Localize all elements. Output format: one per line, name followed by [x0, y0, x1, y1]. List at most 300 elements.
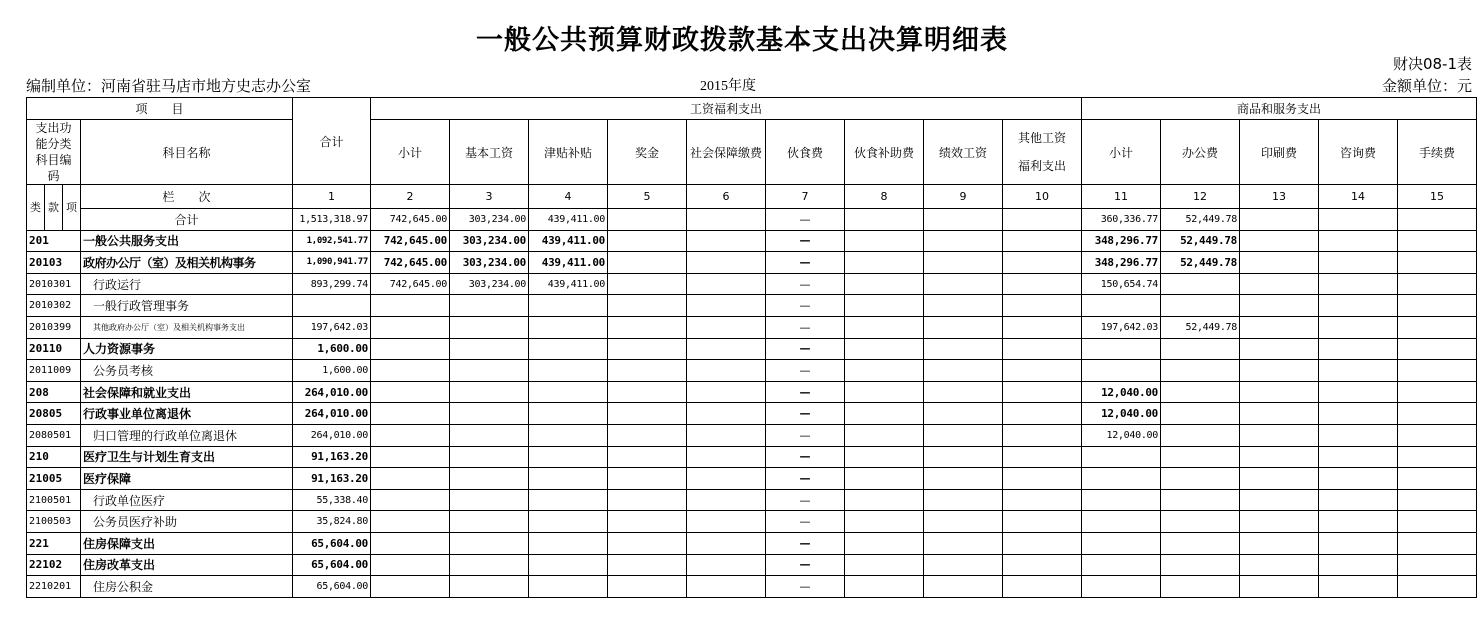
cell-empty — [924, 209, 1003, 231]
col-header: 印刷费 — [1240, 120, 1319, 185]
col-header: 咨询费 — [1319, 120, 1398, 185]
cell-empty — [608, 295, 687, 317]
cell-v2 — [371, 338, 450, 360]
cell-v2 — [371, 511, 450, 533]
table-row — [27, 424, 1477, 446]
cell-v2 — [371, 489, 450, 511]
cell-empty — [924, 468, 1003, 490]
cell-total: 264,010.00 — [293, 381, 371, 403]
cell-v3 — [450, 424, 529, 446]
budget-table — [26, 97, 1477, 598]
cell-total: 1,090,941.77 — [293, 252, 371, 274]
cell-code: 2100501 — [27, 489, 81, 511]
col-header: 伙食补助费 — [845, 120, 924, 185]
cell-v11 — [1082, 532, 1161, 554]
cell-empty — [924, 511, 1003, 533]
cell-empty — [1003, 554, 1082, 576]
cell-empty — [1319, 511, 1398, 533]
cell-empty — [687, 403, 766, 425]
col-header: 津贴补贴 — [529, 120, 608, 185]
cell-empty — [687, 209, 766, 231]
cell-v3 — [450, 489, 529, 511]
cell-total: 197,642.03 — [293, 316, 371, 338]
cell-empty — [687, 511, 766, 533]
cell-empty — [1003, 295, 1082, 317]
cell-total: 1,600.00 — [293, 360, 371, 382]
col-number: 13 — [1240, 185, 1319, 209]
cell-v11: 12,040.00 — [1082, 403, 1161, 425]
cell-v12 — [1161, 273, 1240, 295]
cell-empty — [608, 489, 687, 511]
cell-empty — [1240, 381, 1319, 403]
cell-total: 264,010.00 — [293, 424, 371, 446]
goods-group-header: 商品和服务支出 — [1082, 98, 1477, 120]
table-row — [27, 511, 1477, 533]
lei-header: 类 — [27, 185, 45, 231]
col-header: 小计 — [371, 120, 450, 185]
cell-v2 — [371, 381, 450, 403]
cell-empty — [1319, 230, 1398, 252]
cell-empty — [608, 360, 687, 382]
cell-code: 210 — [27, 446, 81, 468]
cell-empty — [687, 338, 766, 360]
cell-code: 21005 — [27, 468, 81, 490]
cell-v7: — — [766, 209, 845, 231]
cell-name: 行政事业单位离退休 — [81, 403, 293, 425]
cell-empty — [1240, 576, 1319, 598]
table-row — [27, 468, 1477, 490]
cell-v7: — — [766, 295, 845, 317]
cell-v7: — — [766, 511, 845, 533]
cell-empty — [1240, 489, 1319, 511]
cell-v3 — [450, 468, 529, 490]
table-row — [27, 381, 1477, 403]
cell-empty — [845, 338, 924, 360]
cell-empty — [1319, 273, 1398, 295]
cell-v4 — [529, 316, 608, 338]
cell-name: 行政运行 — [81, 273, 293, 295]
cell-v3: 303,234.00 — [450, 273, 529, 295]
cell-v7: — — [766, 360, 845, 382]
project-header: 项 目 — [27, 98, 293, 120]
cell-empty — [845, 252, 924, 274]
cell-empty — [1319, 424, 1398, 446]
table-row — [27, 403, 1477, 425]
cell-total: 55,338.40 — [293, 489, 371, 511]
col-number: 10 — [1003, 185, 1082, 209]
cell-empty — [1003, 403, 1082, 425]
col-header: 办公费 — [1161, 120, 1240, 185]
table-row — [27, 489, 1477, 511]
cell-v11 — [1082, 468, 1161, 490]
cell-v7: — — [766, 252, 845, 274]
cell-v2: 742,645.00 — [371, 273, 450, 295]
table-row — [27, 446, 1477, 468]
cell-code: 20103 — [27, 252, 81, 274]
subject-name-header: 科目名称 — [81, 120, 293, 185]
cell-v12 — [1161, 424, 1240, 446]
cell-name: 合计 — [81, 209, 293, 231]
cell-code: 20805 — [27, 403, 81, 425]
cell-name: 社会保障和就业支出 — [81, 381, 293, 403]
cell-v4: 439,411.00 — [529, 273, 608, 295]
cell-v11 — [1082, 511, 1161, 533]
cell-v12: 52,449.78 — [1161, 230, 1240, 252]
cell-v3 — [450, 295, 529, 317]
cell-code: 221 — [27, 532, 81, 554]
cell-empty — [1319, 295, 1398, 317]
cell-empty — [1240, 360, 1319, 382]
table-row — [27, 360, 1477, 382]
col-number: 7 — [766, 185, 845, 209]
cell-v3 — [450, 381, 529, 403]
cell-v11 — [1082, 554, 1161, 576]
cell-empty — [608, 554, 687, 576]
cell-empty — [687, 489, 766, 511]
total-header: 合计 — [293, 98, 371, 185]
cell-empty — [924, 252, 1003, 274]
cell-empty — [845, 230, 924, 252]
cell-empty — [1398, 554, 1477, 576]
cell-empty — [1003, 532, 1082, 554]
cell-v11 — [1082, 360, 1161, 382]
cell-code: 201 — [27, 230, 81, 252]
cell-empty — [845, 295, 924, 317]
cell-code: 2010301 — [27, 273, 81, 295]
cell-empty — [845, 403, 924, 425]
cell-total — [293, 295, 371, 317]
cell-v7: — — [766, 381, 845, 403]
cell-v12 — [1161, 489, 1240, 511]
cell-v2 — [371, 316, 450, 338]
cell-empty — [924, 446, 1003, 468]
cell-empty — [1319, 554, 1398, 576]
cell-empty — [1319, 338, 1398, 360]
cell-v11: 360,336.77 — [1082, 209, 1161, 231]
cell-empty — [1319, 209, 1398, 231]
cell-code: 20110 — [27, 338, 81, 360]
cell-name: 一般行政管理事务 — [81, 295, 293, 317]
cell-v3 — [450, 511, 529, 533]
cell-code: 2100503 — [27, 511, 81, 533]
cell-empty — [1398, 316, 1477, 338]
cell-empty — [1003, 316, 1082, 338]
col-number: 5 — [608, 185, 687, 209]
cell-v12 — [1161, 511, 1240, 533]
cell-v12 — [1161, 576, 1240, 598]
table-row — [27, 295, 1477, 317]
cell-empty — [1319, 316, 1398, 338]
cell-empty — [845, 576, 924, 598]
cell-empty — [1319, 252, 1398, 274]
cell-name: 行政单位医疗 — [81, 489, 293, 511]
table-row — [27, 316, 1477, 338]
cell-v7: — — [766, 338, 845, 360]
cell-total: 65,604.00 — [293, 576, 371, 598]
cell-empty — [608, 576, 687, 598]
cell-v2 — [371, 576, 450, 598]
col-header: 基本工资 — [450, 120, 529, 185]
cell-name: 人力资源事务 — [81, 338, 293, 360]
cell-v12 — [1161, 446, 1240, 468]
cell-empty — [924, 424, 1003, 446]
cell-v3: 303,234.00 — [450, 252, 529, 274]
col-header: 社会保障缴费 — [687, 120, 766, 185]
cell-v7: — — [766, 554, 845, 576]
cell-empty — [687, 424, 766, 446]
form-number: 财决08-1表 — [1392, 55, 1472, 73]
cell-empty — [1240, 468, 1319, 490]
cell-empty — [687, 295, 766, 317]
cell-empty — [687, 532, 766, 554]
cell-v2 — [371, 403, 450, 425]
cell-empty — [845, 532, 924, 554]
cell-name: 住房保障支出 — [81, 532, 293, 554]
cell-empty — [687, 273, 766, 295]
cell-empty — [687, 576, 766, 598]
cell-empty — [608, 338, 687, 360]
cell-name: 归口管理的行政单位离退休 — [81, 424, 293, 446]
cell-empty — [608, 316, 687, 338]
col-header: 奖金 — [608, 120, 687, 185]
report-title: 一般公共预算财政拨款基本支出决算明细表 — [476, 25, 1008, 56]
cell-empty — [845, 554, 924, 576]
cell-empty — [1240, 316, 1319, 338]
cell-empty — [608, 468, 687, 490]
table-row — [27, 273, 1477, 295]
cell-code: 2010399 — [27, 316, 81, 338]
cell-empty — [1003, 424, 1082, 446]
cell-empty — [924, 230, 1003, 252]
cell-empty — [1319, 381, 1398, 403]
cell-v2: 742,645.00 — [371, 230, 450, 252]
col-number: 3 — [450, 185, 529, 209]
cell-total: 1,513,318.97 — [293, 209, 371, 231]
cell-v4 — [529, 511, 608, 533]
cell-empty — [687, 446, 766, 468]
table-row — [27, 338, 1477, 360]
cell-v4 — [529, 532, 608, 554]
cell-empty — [1003, 468, 1082, 490]
cell-empty — [1003, 576, 1082, 598]
table-row — [27, 532, 1477, 554]
cell-empty — [1398, 424, 1477, 446]
cell-empty — [924, 403, 1003, 425]
cell-empty — [608, 273, 687, 295]
cell-name: 住房公积金 — [81, 576, 293, 598]
cell-empty — [1398, 468, 1477, 490]
cell-v12 — [1161, 338, 1240, 360]
cell-v4: 439,411.00 — [529, 230, 608, 252]
cell-empty — [1398, 230, 1477, 252]
cell-empty — [924, 381, 1003, 403]
cell-empty — [924, 489, 1003, 511]
cell-empty — [1003, 381, 1082, 403]
cell-v12: 52,449.78 — [1161, 209, 1240, 231]
cell-v11: 12,040.00 — [1082, 424, 1161, 446]
cell-total: 1,092,541.77 — [293, 230, 371, 252]
table-row — [27, 230, 1477, 252]
cell-empty — [1398, 576, 1477, 598]
cell-v12: 52,449.78 — [1161, 252, 1240, 274]
cell-v4 — [529, 489, 608, 511]
cell-empty — [1398, 489, 1477, 511]
col-header: 绩效工资 — [924, 120, 1003, 185]
cell-empty — [1398, 446, 1477, 468]
cell-empty — [845, 446, 924, 468]
cell-empty — [924, 576, 1003, 598]
col-number: 1 — [293, 185, 371, 209]
cell-v12 — [1161, 360, 1240, 382]
cell-empty — [1319, 468, 1398, 490]
cell-empty — [687, 252, 766, 274]
cell-empty — [1003, 252, 1082, 274]
cell-empty — [1398, 403, 1477, 425]
cell-empty — [1240, 273, 1319, 295]
cell-name: 一般公共服务支出 — [81, 230, 293, 252]
cell-v11 — [1082, 576, 1161, 598]
cell-empty — [1003, 273, 1082, 295]
cell-v7: — — [766, 446, 845, 468]
cell-empty — [1240, 403, 1319, 425]
cell-empty — [845, 424, 924, 446]
money-unit: 金额单位：元 — [1381, 77, 1472, 95]
cell-v12: 52,449.78 — [1161, 316, 1240, 338]
cell-v4: 439,411.00 — [529, 252, 608, 274]
cell-v4 — [529, 554, 608, 576]
cell-code: 2010302 — [27, 295, 81, 317]
cell-empty — [1319, 446, 1398, 468]
cell-empty — [608, 252, 687, 274]
cell-empty — [1003, 230, 1082, 252]
cell-total: 65,604.00 — [293, 554, 371, 576]
cell-name: 其他政府办公厅（室）及相关机构事务支出 — [81, 316, 293, 338]
cell-empty — [924, 554, 1003, 576]
cell-name: 公务员医疗补助 — [81, 511, 293, 533]
cell-name: 政府办公厅（室）及相关机构事务 — [81, 252, 293, 274]
cell-v11: 197,642.03 — [1082, 316, 1161, 338]
col-header — [1003, 120, 1082, 185]
cell-empty — [845, 381, 924, 403]
fiscal-year: 2015年度 — [700, 79, 756, 94]
col-number: 15 — [1398, 185, 1477, 209]
cell-empty — [845, 468, 924, 490]
cell-empty — [1003, 360, 1082, 382]
func-code-header: 支出功能分类科目编码 — [27, 120, 81, 185]
cell-empty — [924, 295, 1003, 317]
col-header: 手续费 — [1398, 120, 1477, 185]
cell-empty — [687, 468, 766, 490]
cell-v2 — [371, 468, 450, 490]
cell-empty — [608, 230, 687, 252]
cell-code: 2210201 — [27, 576, 81, 598]
col-number: 9 — [924, 185, 1003, 209]
cell-v12 — [1161, 468, 1240, 490]
cell-empty — [608, 446, 687, 468]
cell-empty — [1003, 338, 1082, 360]
cell-empty — [924, 532, 1003, 554]
cell-v2 — [371, 532, 450, 554]
cell-empty — [1240, 295, 1319, 317]
cell-v3 — [450, 316, 529, 338]
cell-name: 医疗保障 — [81, 468, 293, 490]
cell-empty — [845, 316, 924, 338]
cell-v7: — — [766, 468, 845, 490]
cell-v11 — [1082, 489, 1161, 511]
cell-v7: — — [766, 532, 845, 554]
table-row — [27, 576, 1477, 598]
cell-total: 264,010.00 — [293, 403, 371, 425]
cell-v4: 439,411.00 — [529, 209, 608, 231]
cell-v7: — — [766, 230, 845, 252]
cell-empty — [608, 381, 687, 403]
cell-total: 893,299.74 — [293, 273, 371, 295]
cell-v4 — [529, 360, 608, 382]
cell-empty — [1398, 511, 1477, 533]
cell-empty — [1319, 489, 1398, 511]
cell-empty — [1240, 511, 1319, 533]
cell-v12 — [1161, 403, 1240, 425]
cell-empty — [687, 360, 766, 382]
cell-code: 2080501 — [27, 424, 81, 446]
cell-empty — [845, 273, 924, 295]
cell-empty — [608, 511, 687, 533]
cell-empty — [608, 424, 687, 446]
col-number: 12 — [1161, 185, 1240, 209]
cell-v4 — [529, 468, 608, 490]
col-number: 4 — [529, 185, 608, 209]
cell-empty — [1398, 338, 1477, 360]
cell-v3 — [450, 360, 529, 382]
cell-empty — [1003, 489, 1082, 511]
cell-empty — [1398, 273, 1477, 295]
cell-v4 — [529, 295, 608, 317]
cell-empty — [608, 532, 687, 554]
cell-v7: — — [766, 576, 845, 598]
cell-empty — [1319, 360, 1398, 382]
cell-empty — [1319, 576, 1398, 598]
cell-total: 91,163.20 — [293, 468, 371, 490]
cell-v2 — [371, 295, 450, 317]
cell-v7: — — [766, 403, 845, 425]
cell-empty — [924, 273, 1003, 295]
cell-code: 208 — [27, 381, 81, 403]
cell-empty — [845, 511, 924, 533]
cell-v12 — [1161, 554, 1240, 576]
cell-name: 住房改革支出 — [81, 554, 293, 576]
cell-v11: 150,654.74 — [1082, 273, 1161, 295]
cell-v3: 303,234.00 — [450, 230, 529, 252]
cell-empty — [1240, 338, 1319, 360]
cell-empty — [924, 338, 1003, 360]
cell-empty — [845, 209, 924, 231]
cell-empty — [687, 381, 766, 403]
cell-empty — [1240, 252, 1319, 274]
cell-v11 — [1082, 446, 1161, 468]
cell-empty — [845, 360, 924, 382]
cell-empty — [608, 403, 687, 425]
cell-v3 — [450, 576, 529, 598]
cell-v2: 742,645.00 — [371, 209, 450, 231]
table-row — [27, 554, 1477, 576]
cell-v3 — [450, 554, 529, 576]
cell-v11 — [1082, 338, 1161, 360]
col-number: 6 — [687, 185, 766, 209]
cell-empty — [1240, 424, 1319, 446]
cell-empty — [1240, 230, 1319, 252]
cell-empty — [1319, 403, 1398, 425]
cell-code: 2011009 — [27, 360, 81, 382]
